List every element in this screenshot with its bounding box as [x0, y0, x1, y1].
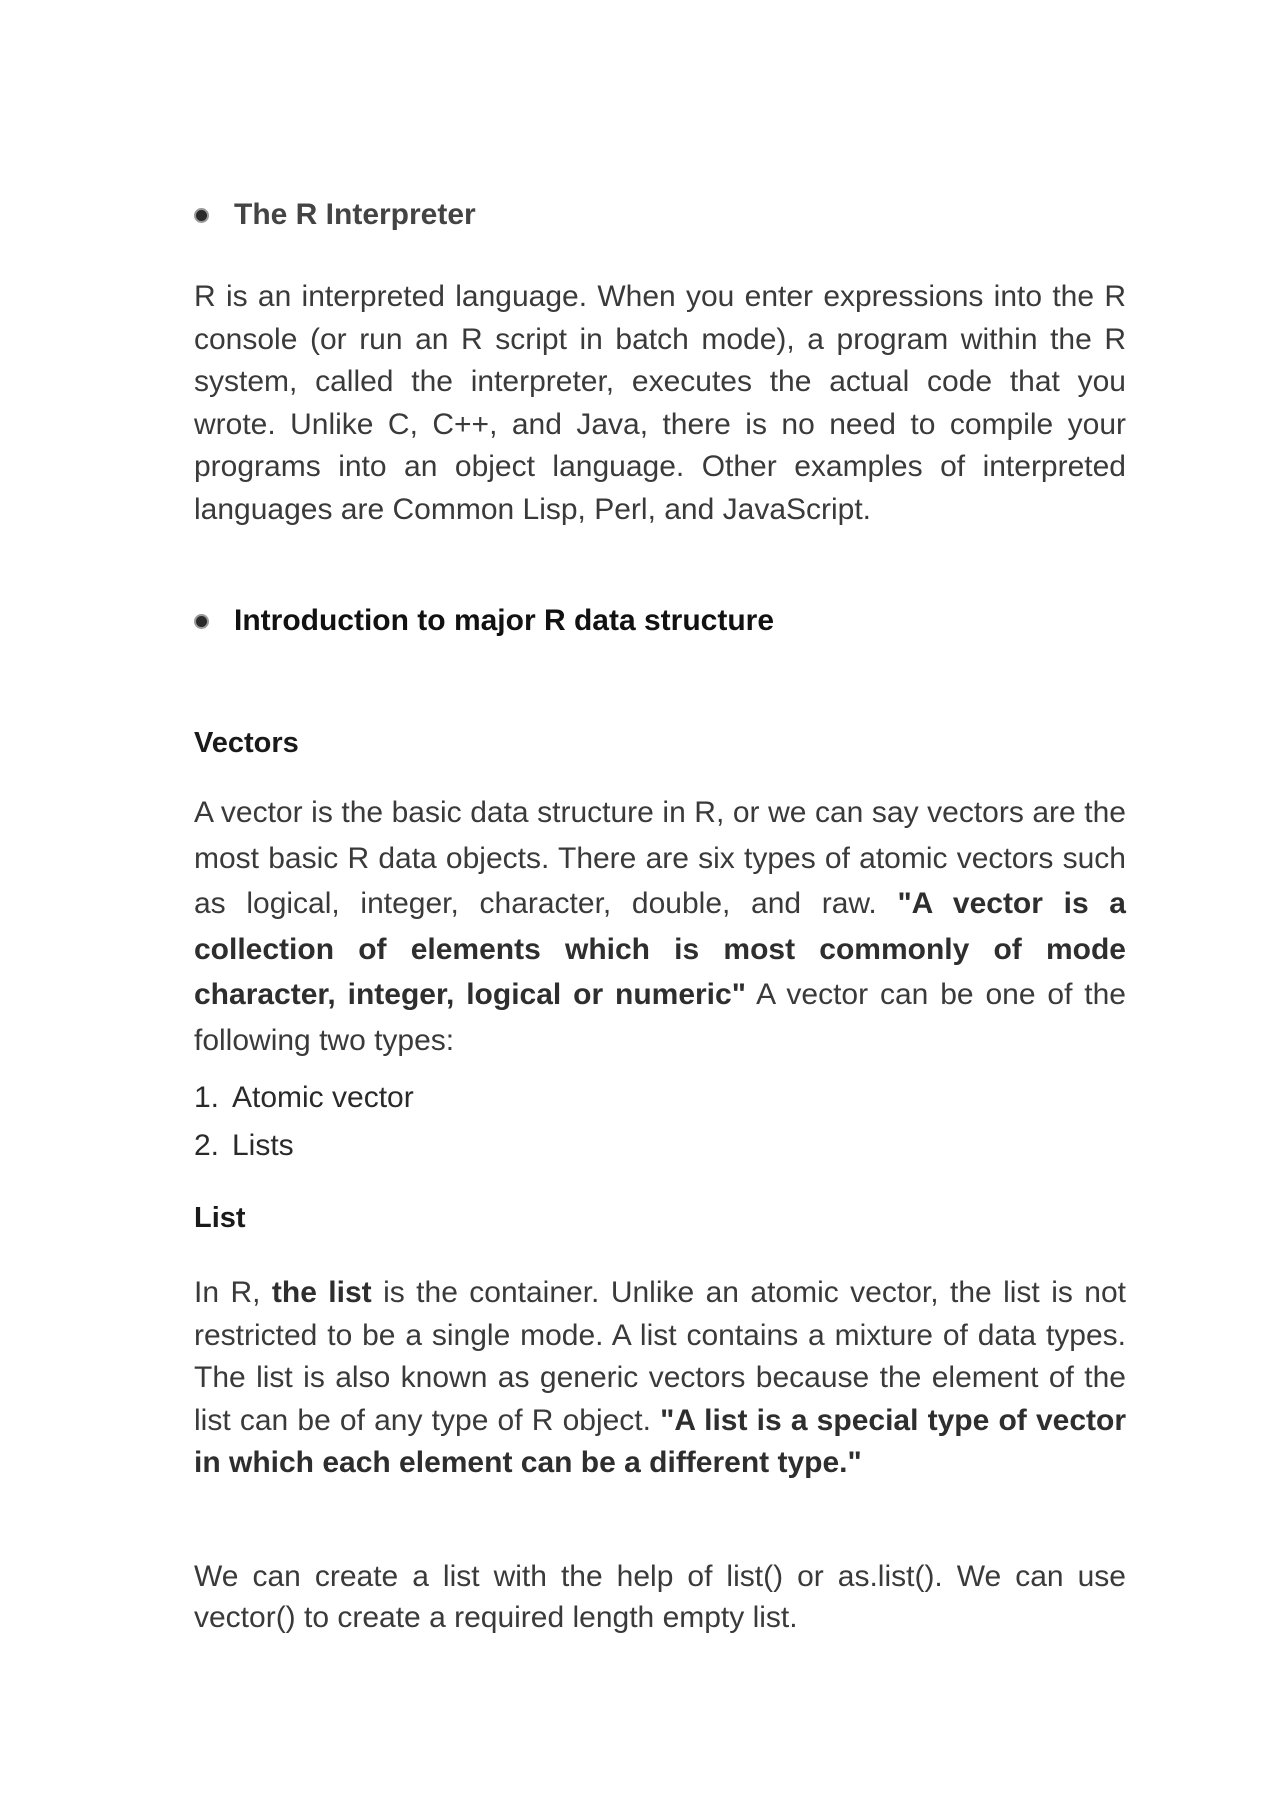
list-item-number: 2.: [194, 1129, 220, 1162]
section-heading-text: The R Interpreter: [234, 198, 476, 231]
list-item-label: Lists: [232, 1129, 294, 1162]
list-text-middle: is the container. Unlike an atomic vector, the list is not restricted to be a single mode. A list contains a mixture of data types. The list is also known as generic vectors because the element of the list can be of any type of R object.: [194, 1276, 1126, 1437]
section-heading-text: Introduction to major R data structure: [234, 604, 775, 637]
list-item-label: Atomic vector: [232, 1081, 414, 1114]
interpreter-paragraph: R is an interpreted language. When you enter expressions into the R console (or run an R script in batch mode), a program within the R system, called the interpreter, executes the actual code that you wrote. Unlike C, C++, and Java, there is no need to compile your programs into an object language. Other examples of interpreted languages are Common Lisp, Perl, and JavaScript.: [194, 280, 1126, 526]
vectors-heading: Vectors: [194, 727, 299, 759]
list-paragraph: [194, 1272, 1126, 1485]
section-heading-r-interpreter: [194, 198, 476, 232]
vectors-quote: "A vector is a collection of elements which is most commonly of mode character, integer, logical or numeric": [194, 887, 1126, 1012]
list-quote: "A list is a special type of vector in which each element can be a different type.": [194, 1403, 1126, 1479]
list-text-start: In R,: [194, 1276, 272, 1309]
list-create-paragraph: We can create a list with the help of list() or as.list(). We can use vector() to create a required length empty list.: [194, 1560, 1126, 1634]
bullet-icon: [194, 614, 209, 629]
section-heading-data-structures: [194, 604, 774, 638]
list-item: [194, 1122, 414, 1170]
vector-types-list: [194, 1074, 414, 1170]
list-heading: List: [194, 1202, 246, 1234]
vectors-paragraph: [194, 790, 1126, 1064]
list-bold-term: the list: [271, 1276, 372, 1309]
vectors-text-after: A vector can be one of the following two types:: [194, 978, 1126, 1057]
bullet-icon: [194, 208, 209, 223]
vectors-text-before: A vector is the basic data structure in R, or we can say vectors are the most basic R data objects. There are six types of atomic vectors such as logical, integer, character, double, and raw.: [194, 796, 1126, 921]
list-item-number: 1.: [194, 1081, 220, 1114]
list-item: [194, 1074, 414, 1122]
